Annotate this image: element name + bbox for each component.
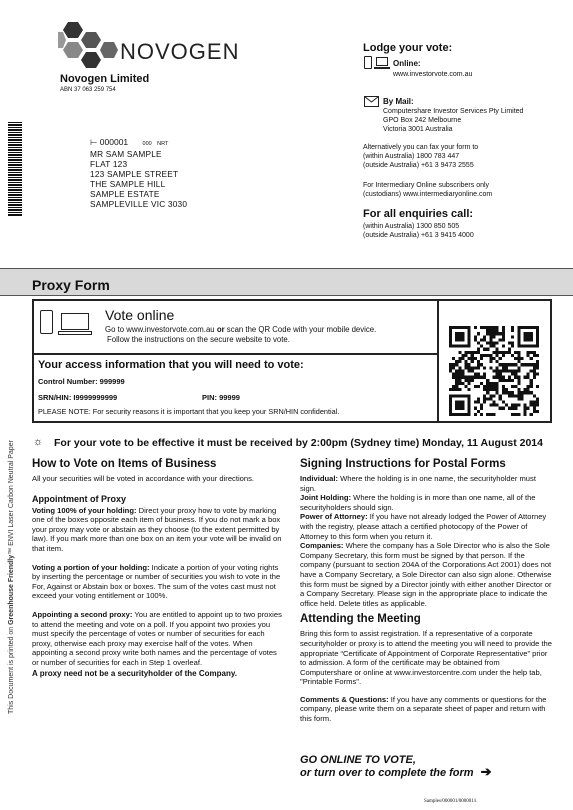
vote-online-title: Vote online — [105, 307, 175, 323]
computer-icon — [376, 57, 388, 66]
fax-info — [363, 143, 478, 170]
mobile-icon — [364, 56, 372, 69]
comments-label: Comments & Questions: — [300, 694, 389, 704]
vote-online-or: or — [216, 325, 225, 334]
vote-box-divider — [437, 299, 439, 423]
poa-text: If you have not already lodged the Power of Attorney with the registry, please attach a certified photocopy of the Power of Attorney to this form when you return it. — [300, 512, 547, 541]
pin: PIN: 99999 — [202, 393, 240, 402]
paper-notice — [8, 440, 15, 714]
footer-code: Samples/000001/000001/i — [424, 799, 477, 804]
address-line: THE SAMPLE HILL — [90, 179, 166, 189]
enquiries-title: For all enquiries call: — [363, 208, 474, 220]
hexagon-logo-icon — [58, 20, 118, 68]
voting-portion-label: Voting a portion of your holding: — [32, 562, 150, 572]
vote-online-text: Go to www.investorvote.com.au — [105, 325, 217, 334]
comments-text: If you have any comments or questions for the company, please write them on a separate sheet of paper and return with this form. — [300, 694, 547, 724]
enquiries-info — [363, 222, 474, 240]
access-info-title: Your access information that you will need to vote: — [38, 359, 304, 371]
address-line: 123 SAMPLE STREET — [90, 169, 179, 179]
company-abn: ABN 37 063 259 754 — [60, 87, 116, 93]
address-line: SAMPLEVILLE VIC 3030 — [90, 199, 188, 209]
go-online-line: GO ONLINE TO VOTE, — [300, 754, 416, 766]
sun-clock-icon: ☼ — [33, 436, 44, 448]
mail-line: Computershare Investor Services Pty Limited — [383, 108, 524, 115]
go-online-line: or turn over to complete the form — [300, 767, 474, 779]
fax-line: Alternatively you can fax your form to — [363, 144, 479, 151]
address-line: SAMPLE ESTATE — [90, 189, 160, 199]
appointment-title: Appointment of Proxy — [32, 493, 126, 504]
second-proxy-paragraph — [32, 610, 284, 668]
individual-label: Individual: — [300, 474, 338, 483]
address-line: FLAT 123 — [90, 159, 128, 169]
mobile-device-icon — [40, 310, 53, 334]
vote-box-separator — [32, 353, 438, 355]
intermediary-line: For Intermediary Online subscribers only — [363, 182, 490, 189]
joint-paragraph — [300, 493, 554, 512]
voting-100-label: Voting 100% of your holding: — [32, 505, 137, 515]
mail-line: Victoria 3001 Australia — [383, 126, 453, 133]
logo-wordmark: NOVOGEN — [120, 39, 240, 64]
id-number: 000001 — [99, 137, 129, 147]
arrow-right-icon: ➔ — [480, 764, 492, 779]
id-code: 000 — [142, 141, 152, 147]
companies-paragraph — [300, 541, 554, 608]
left-column — [32, 458, 284, 678]
laptop-base-icon — [58, 331, 92, 335]
right-column — [300, 458, 554, 724]
voting-portion-text: Indicate a portion of your voting rights by inserting the percentage or number of securities you wish to vote in the For, Against or Abstain box or boxes. The sum of the votes cast must not exceed your voting entitlement or 100%. — [32, 562, 281, 601]
lodge-title: Lodge your vote: — [363, 42, 453, 54]
address-line: MR SAM SAMPLE — [90, 149, 162, 159]
deadline-notice: For your vote to be effective it must be received by 2:00pm (Sydney time) Monday, 11 August 2014 — [54, 437, 543, 449]
joint-text: Where the holding is in more than one name, all of the securityholders should sign. — [300, 493, 536, 512]
voting-portion-paragraph — [32, 563, 284, 601]
companies-label: Companies: — [300, 541, 344, 551]
individual-text: Where the holding is in one name, the securityholder must sign. — [300, 474, 536, 493]
attending-title: Attending the Meeting — [300, 613, 421, 626]
mail-barcode — [8, 122, 22, 216]
second-proxy-label: Appointing a second proxy: — [32, 609, 133, 619]
how-to-vote-intro: All your securities will be voted in accordance with your directions. — [32, 474, 255, 483]
laptop-icon — [61, 313, 89, 330]
attending-text: Bring this form to assist registration. If a representative of a corporate securityholder or proxy is to attend the meeting you will need to provide the appropriate “Certificate of Appointment of Corporate Representative” prior to admission. A form of the certificate may be obtained from Computershare or online at www.investorcentre.com under the help tab, "Printable Forms". — [300, 629, 552, 687]
srn-hin: SRN/HIN: I9999999999 — [38, 393, 118, 402]
individual-paragraph — [300, 474, 554, 493]
fax-line: (outside Australia) +61 3 9473 2555 — [363, 162, 474, 169]
company-name: Novogen Limited — [60, 73, 150, 85]
control-number: Control Number: 999999 — [38, 377, 125, 386]
mail-line: GPO Box 242 Melbourne — [383, 117, 462, 124]
online-label: Online: — [393, 59, 421, 68]
vote-online-text: scan the QR Code with your mobile device. — [224, 325, 377, 334]
computer-base-icon — [374, 67, 390, 69]
id-suffix: NRT — [157, 141, 169, 147]
second-proxy-text: You are entitled to appoint up to two proxies to attend the meeting and vote on a poll. If you appoint two proxies you must specify the percentage of votes or number of securities for each proxy, otherwise each proxy may exercise half of the votes. When appointing a second proxy write both names and the percentage of votes or number of securities for each in Step 1 overleaf. — [32, 609, 282, 667]
proxy-note: A proxy need not be a securityholder of the Company. — [32, 668, 237, 678]
id-arrow-icon: ⊢ — [90, 137, 98, 147]
signing-instructions-title: Signing Instructions for Postal Forms — [300, 458, 506, 470]
security-note: PLEASE NOTE: For security reasons it is important that you keep your SRN/HIN confidential. — [38, 407, 340, 416]
paper-notice-text: This Document is printed on — [8, 624, 15, 714]
joint-label: Joint Holding: — [300, 493, 352, 503]
online-url[interactable]: www.investorvote.com.au — [393, 71, 473, 78]
vote-online-follow: Follow the instructions on the secure website to vote. — [107, 335, 290, 344]
go-online-callout[interactable] — [300, 754, 554, 779]
voting-100-paragraph — [32, 506, 284, 554]
qr-code[interactable] — [449, 326, 539, 416]
mail-label: By Mail: — [383, 97, 414, 106]
envelope-icon — [364, 94, 379, 112]
poa-paragraph — [300, 512, 554, 541]
mail-address — [383, 107, 523, 134]
paper-notice-brand: Greenhouse Friendly — [8, 554, 15, 625]
novogen-logo — [58, 20, 118, 68]
intermediary-info — [363, 181, 492, 199]
enquiries-line: (within Australia) 1300 850 505 — [363, 223, 460, 230]
companies-text: Where the company has a Sole Director who is also the Sole Company Secretary, this form must be signed by that person. If the company (pursuant to section 204A of the Corporations Act 2001) does not have a Company Secretary, a Sole Director can also sign alone. Otherwise this form must be signed by a Director jointly with either another Director or a Company Secretary. Please sign in the appropriate place to indicate the office held. Delete titles as applicable. — [300, 541, 552, 608]
mailing-address — [90, 149, 187, 209]
proxy-form-title: Proxy Form — [32, 277, 110, 293]
enquiries-line: (outside Australia) +61 3 9415 4000 — [363, 232, 474, 239]
vote-online-instructions — [105, 325, 430, 345]
fax-line: (within Australia) 1800 783 447 — [363, 153, 460, 160]
comments-paragraph — [300, 695, 554, 724]
poa-label: Power of Attorney: — [300, 512, 368, 522]
paper-notice-text: ™ ENVI Laser Carbon Neutral Paper — [8, 440, 15, 555]
how-to-vote-title: How to Vote on Items of Business — [32, 458, 217, 470]
address-id-line — [90, 137, 168, 148]
voting-100-text: Direct your proxy how to vote by marking one of the boxes opposite each item of business. If you do not mark a box your proxy may vote or abstain as they choose (to the extent permitted by law). If you mark more than one box on an item your vote will be invalid on that item. — [32, 505, 282, 553]
intermediary-line: (custodians) www.intermediaryonline.com — [363, 191, 493, 198]
